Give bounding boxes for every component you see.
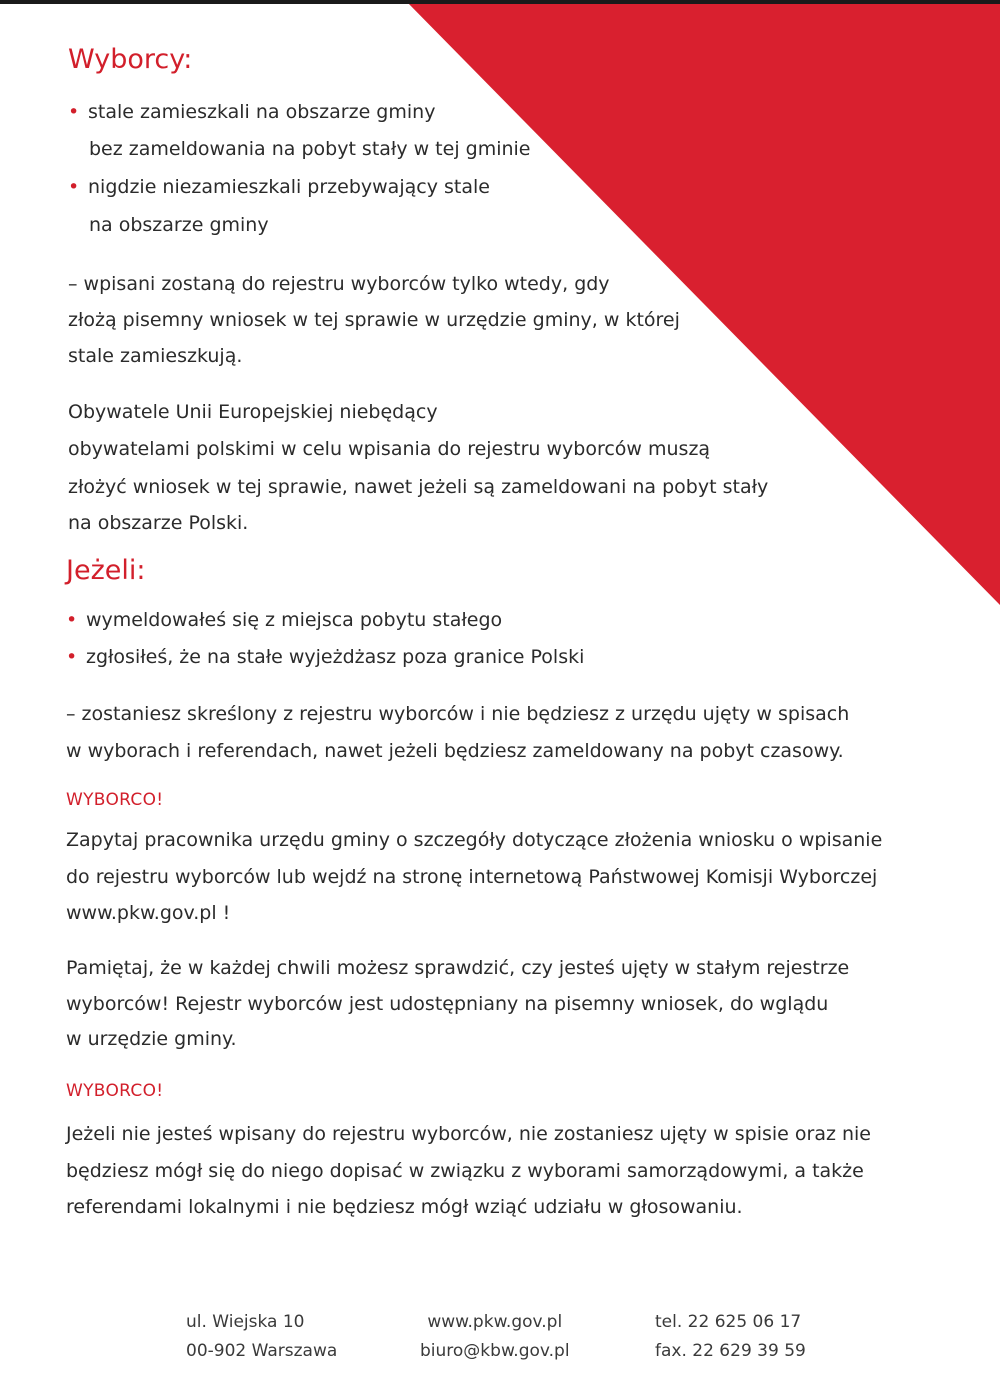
bullet-item bbox=[66, 639, 584, 675]
pkw-link-line: www.pkw.gov.pl ! bbox=[66, 902, 231, 924]
paragraph-line: będziesz mógł się do niego dopisać w związku z wyborami samorządowymi, a także bbox=[66, 1160, 864, 1182]
bullet-continuation: bez zameldowania na pobyt stały w tej gminie bbox=[89, 138, 531, 160]
paragraph-line: do rejestru wyborców lub wejdź na stronę internetową Państwowej Komisji Wyborczej bbox=[66, 866, 878, 888]
paragraph-line: na obszarze Polski. bbox=[68, 512, 249, 534]
footer-web bbox=[420, 1308, 570, 1366]
bullet-item bbox=[66, 602, 502, 638]
paragraph-line: Pamiętaj, że w każdej chwili możesz sprawdzić, czy jesteś ujęty w stałym rejestrze bbox=[66, 957, 850, 979]
paragraph-line: referendami lokalnymi i nie będziesz mógł wziąć udziału w głosowaniu. bbox=[66, 1196, 743, 1218]
bullet-text: wymeldowałeś się z miejsca pobytu stałego bbox=[86, 609, 503, 631]
paragraph-line: obywatelami polskimi w celu wpisania do rejestru wyborców muszą bbox=[68, 438, 711, 460]
paragraph-line: Obywatele Unii Europejskiej niebędący bbox=[68, 401, 438, 423]
paragraph-line: – zostaniesz skreślony z rejestru wyborców i nie będziesz z urzędu ujęty w spisach bbox=[66, 703, 850, 725]
bullet-text: nigdzie niezamieszkali przebywający stale bbox=[88, 176, 490, 198]
paragraph-line: Zapytaj pracownika urzędu gminy o szczegóły dotyczące złożenia wniosku o wpisanie bbox=[66, 829, 883, 851]
phone-number: tel. 22 625 06 17 bbox=[655, 1312, 802, 1332]
address-street: ul. Wiejska 10 bbox=[186, 1312, 305, 1332]
notice-label: WYBORCO! bbox=[66, 1081, 164, 1101]
footer-address bbox=[186, 1308, 337, 1366]
bullet-icon: • bbox=[66, 646, 78, 668]
bullet-continuation: na obszarze gminy bbox=[89, 214, 269, 236]
heading-jezeli: Jeżeli: bbox=[66, 555, 146, 586]
footer-contact bbox=[655, 1308, 806, 1366]
paragraph-line: Jeżeli nie jesteś wpisany do rejestru wyborców, nie zostaniesz ujęty w spisie oraz nie bbox=[66, 1123, 871, 1145]
paragraph-line: w urzędzie gminy. bbox=[66, 1028, 237, 1050]
email-link[interactable]: biuro@kbw.gov.pl bbox=[420, 1341, 570, 1361]
paragraph-line: złożą pisemny wniosek w tej sprawie w urzędzie gminy, w której bbox=[68, 309, 680, 331]
paragraph-line: wyborców! Rejestr wyborców jest udostępniany na pisemny wniosek, do wglądu bbox=[66, 993, 829, 1015]
bullet-text: zgłosiłeś, że na stałe wyjeżdżasz poza granice Polski bbox=[86, 646, 585, 668]
bullet-item bbox=[68, 94, 435, 130]
bullet-text: stale zamieszkali na obszarze gminy bbox=[88, 101, 436, 123]
paragraph-line: – wpisani zostaną do rejestru wyborców tylko wtedy, gdy bbox=[68, 273, 610, 295]
notice-label: WYBORCO! bbox=[66, 790, 164, 810]
bullet-icon: • bbox=[66, 609, 78, 631]
heading-wyborcy: Wyborcy: bbox=[68, 44, 193, 75]
paragraph-line: złożyć wniosek w tej sprawie, nawet jeżeli są zameldowani na pobyt stały bbox=[68, 476, 769, 498]
fax-number: fax. 22 629 39 59 bbox=[655, 1341, 806, 1361]
paragraph-line: stale zamieszkują. bbox=[68, 345, 243, 367]
bullet-icon: • bbox=[68, 176, 80, 198]
address-city: 00-902 Warszawa bbox=[186, 1341, 338, 1361]
bullet-item bbox=[68, 169, 490, 205]
paragraph-line: w wyborach i referendach, nawet jeżeli będziesz zameldowany na pobyt czasowy. bbox=[66, 740, 844, 762]
bullet-icon: • bbox=[68, 101, 80, 123]
website-link[interactable]: www.pkw.gov.pl bbox=[427, 1312, 563, 1332]
